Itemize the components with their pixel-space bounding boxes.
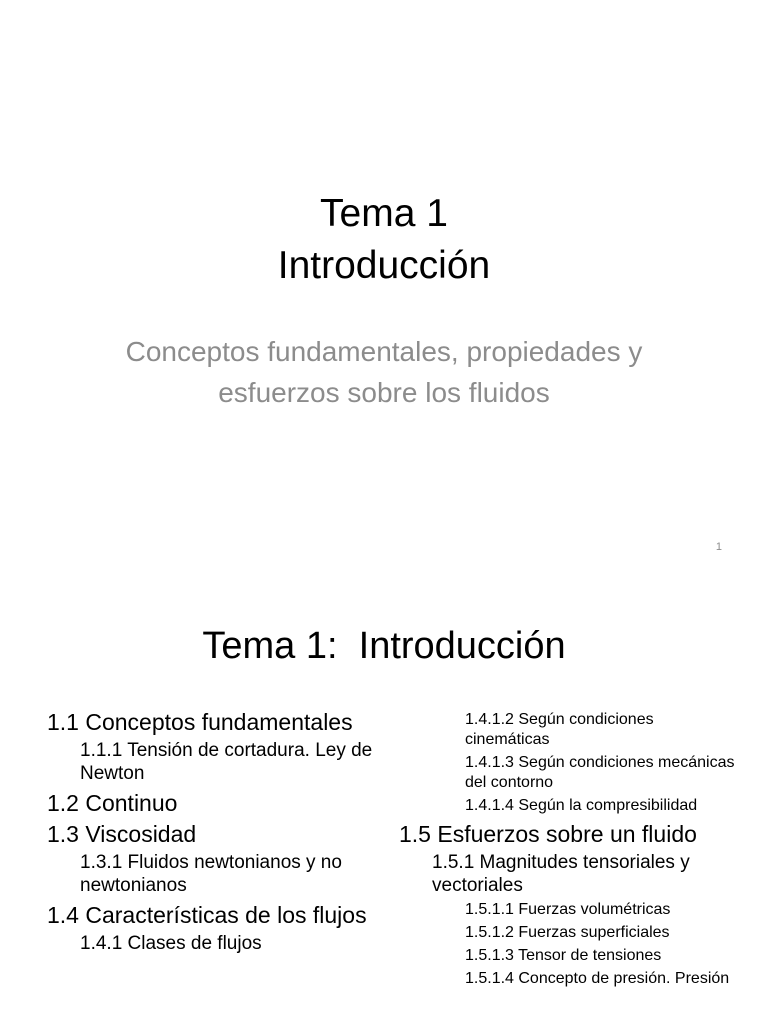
slide-title [0, 188, 768, 292]
contents-item: 1.5.1.3 Tensor de tensiones [465, 947, 662, 964]
contents-item: 1.5.1.1 Fuerzas volumétricas [465, 901, 671, 918]
contents-item: 1.3.1 Fluidos newtonianos y no newtonianos [80, 852, 342, 896]
contents-slide [0, 576, 768, 1024]
contents-item: 1.5.1.4 Concepto de presión. Presión [465, 970, 730, 987]
contents-item: 1.4.1.2 Según condiciones cinemáticas [465, 711, 654, 748]
contents-item: 1.3 Viscosidad [47, 821, 197, 847]
contents-item: 1.5 Esfuerzos sobre un fluido [399, 821, 697, 847]
contents-item: 1.5.1.2 Fuerzas superficiales [465, 924, 670, 941]
contents-item: 1.4.1.3 Según condiciones mecánicas del contorno [465, 754, 735, 791]
contents-title: Tema 1: Introducción [202, 625, 566, 667]
contents-item: 1.4 Características de los flujos [47, 902, 367, 928]
contents-item: 1.4.1 Clases de flujos [80, 933, 262, 954]
title-line-1: Tema 1 [320, 192, 448, 235]
contents-item: 1.2 Continuo [47, 790, 178, 816]
slide-subtitle: Conceptos fundamentales, propiedades y esfuerzos sobre los fluidos [125, 336, 643, 408]
slide-number: 1 [715, 541, 722, 553]
title-line-2: Introducción [277, 244, 491, 287]
contents-left-column [47, 710, 377, 955]
contents-item: 1.1 Conceptos fundamentales [47, 709, 353, 735]
contents-item: 1.4.1.4 Según la compresibilidad [465, 797, 698, 814]
contents-item: 1.1.1 Tensión de cortadura. Ley de Newton [80, 740, 373, 784]
contents-right-column [399, 710, 739, 989]
contents-item: 1.5.1 Magnitudes tensoriales y vectoriales [432, 852, 690, 896]
